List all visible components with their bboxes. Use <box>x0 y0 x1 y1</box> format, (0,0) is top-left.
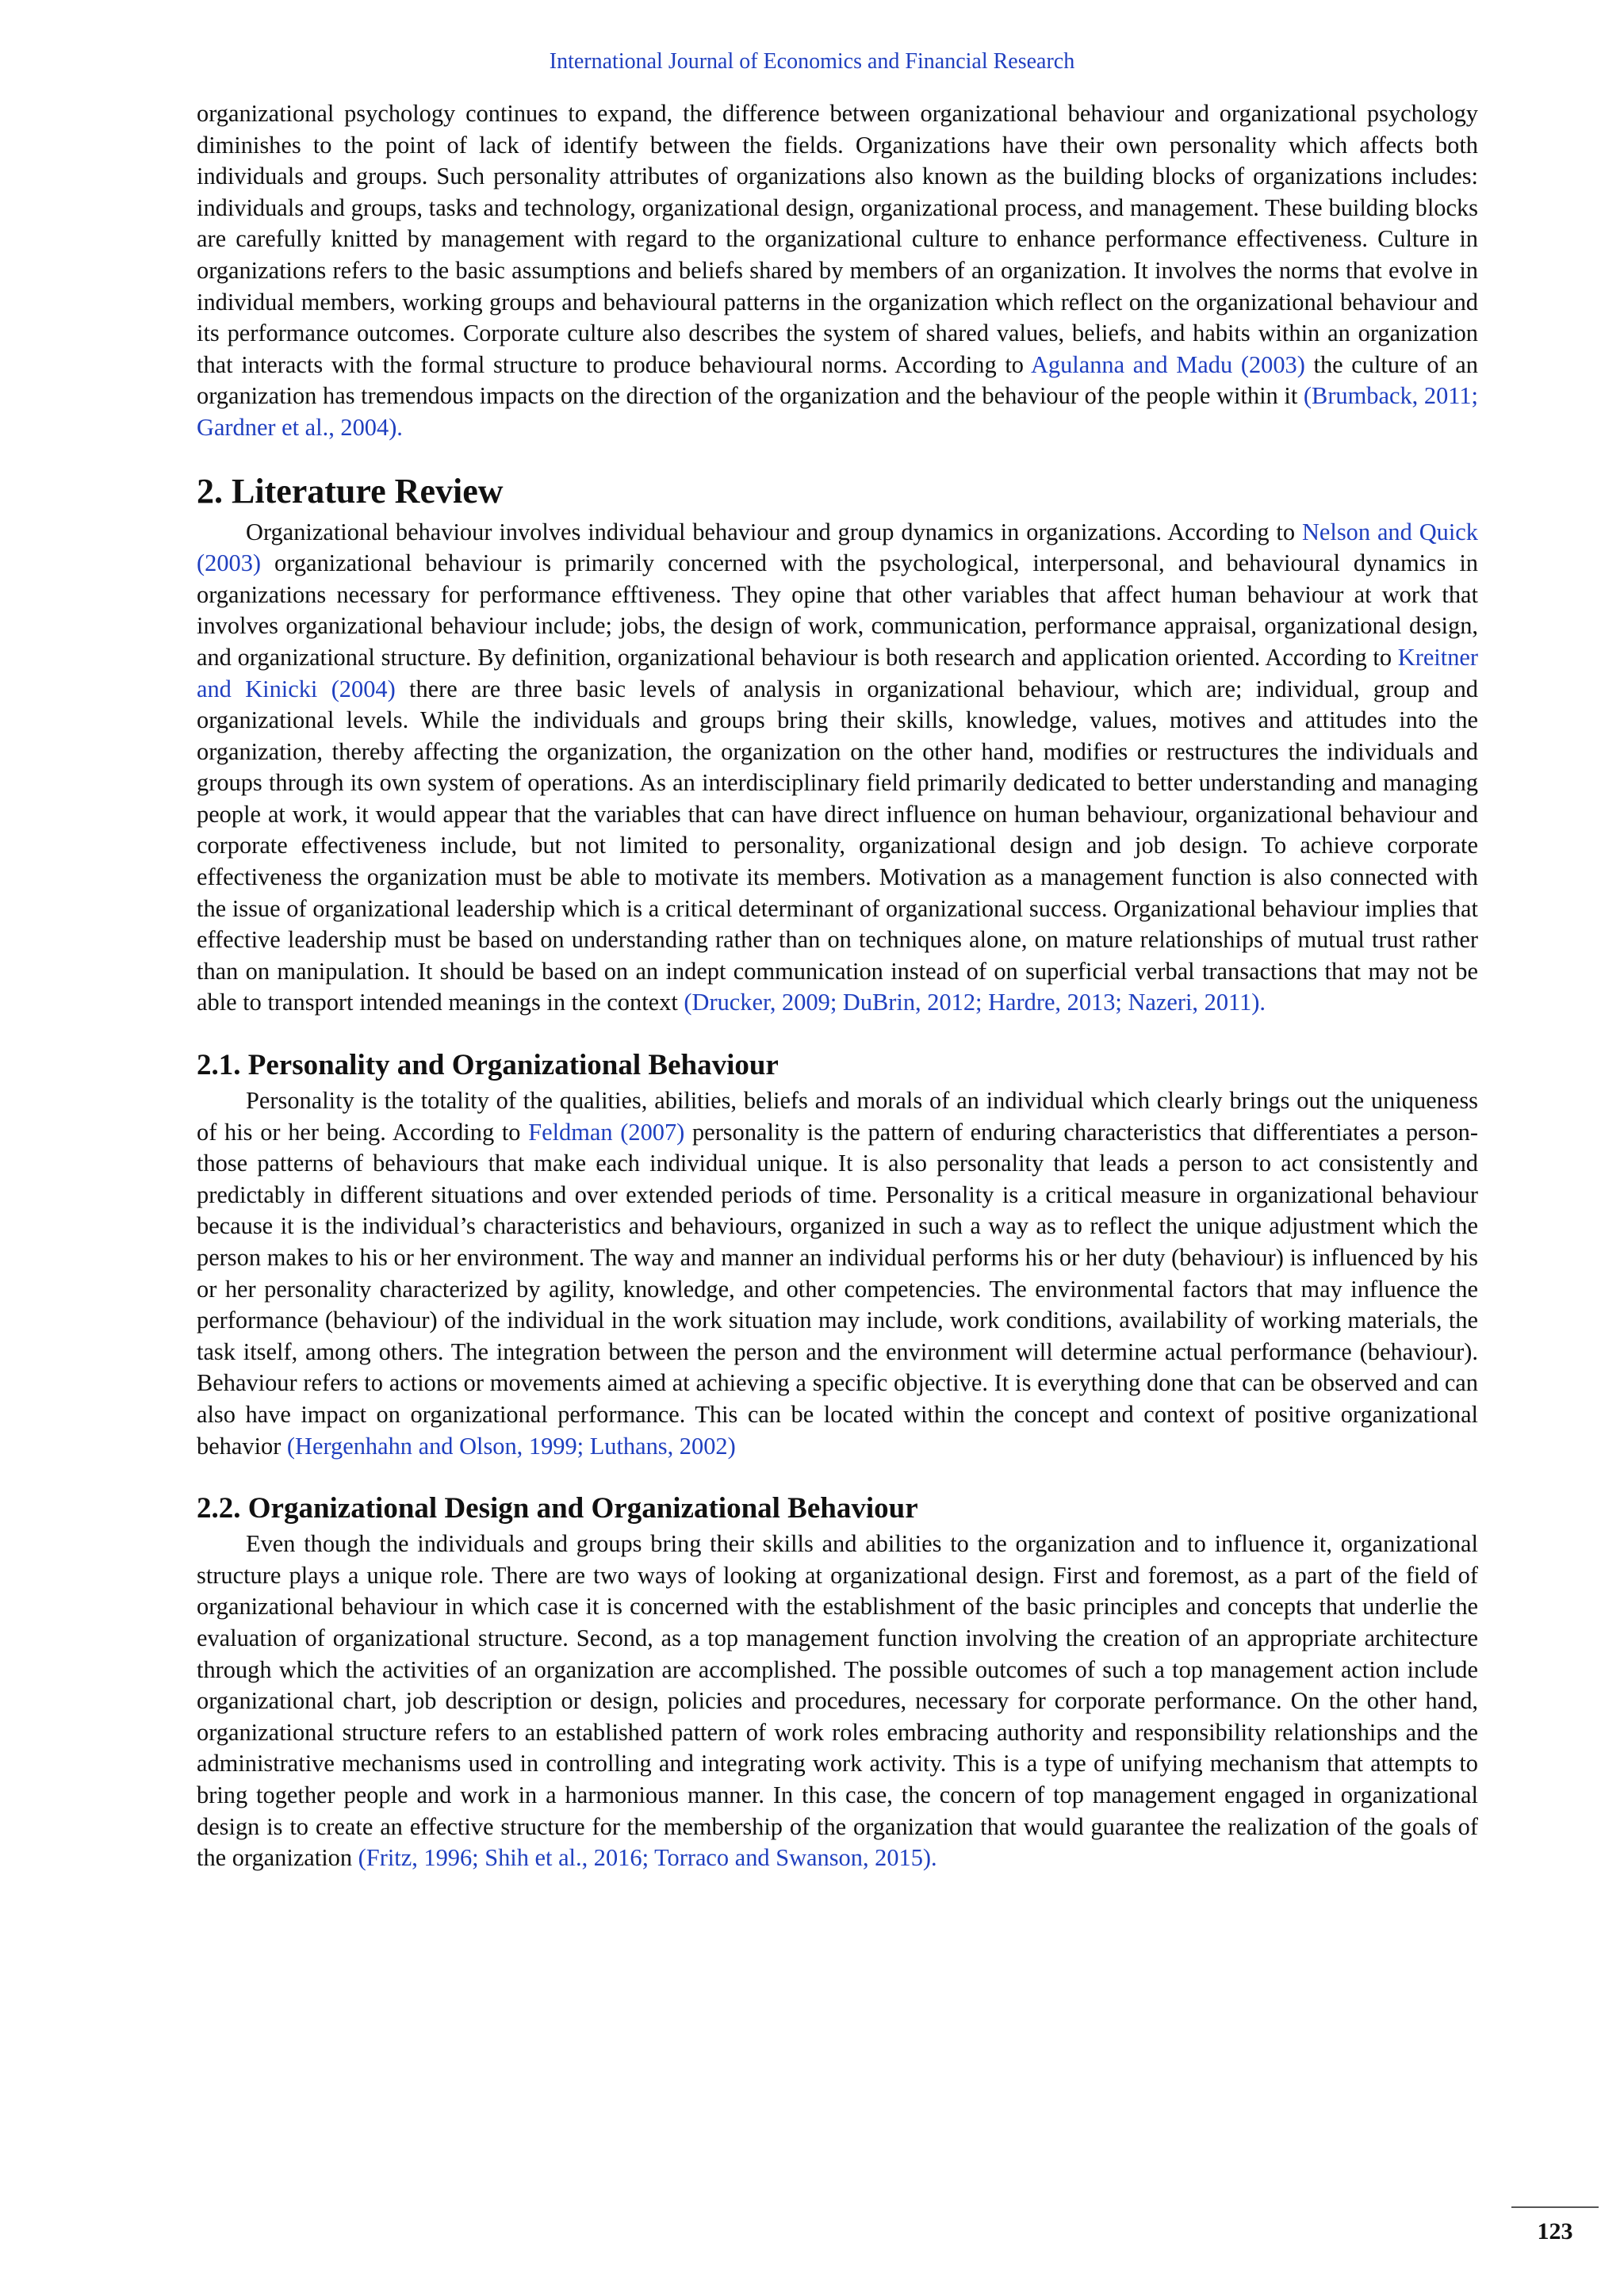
paragraph-text: personality is the pattern of enduring characteristics that differentiates a person-those patterns of behaviours that make each individual unique. It is also personality that leads a person to act consistently and predictably in different situations and over extended periods of time. Personality is a critical measure in organizational behaviour because it is the individual’s characteristics and behaviours, organized in such a way as to reflect the unique adjustment which the person makes to his or her environment. The way and manner an individual performs his or her duty (behaviour) is influenced by his or her personality characterized by agility, knowledge, and other competencies. The environmental factors that may influence the performance (behaviour) of the individual in the work situation may include, work conditions, availability of working materials, the task itself, among others. The integration between the person and the environment will determine actual performance (behaviour). Behaviour refers to actions or movements aimed at achieving a specific objective. It is everything done that can be observed and can also have impact on organizational performance. This can be located within the concept and context of positive organizational behavior <box>197 1118 1478 1460</box>
citation-link[interactable]: (Hergenhahn and Olson, 1999; Luthans, 2002) <box>286 1432 736 1460</box>
organizational-design-paragraph <box>197 1529 1478 1874</box>
citation-link[interactable]: (Drucker, 2009; DuBrin, 2012; Hardre, 2013; Nazeri, 2011). <box>684 989 1266 1016</box>
paragraph-text: Even though the individuals and groups bring their skills and abilities to the organization and to influence it, organizational structure plays a unique role. There are two ways of looking at organizational design. First and foremost, as a part of the field of organizational behaviour in which case it is concerned with the establishment of the basic principles and concepts that underlie the evaluation of organizational structure. Second, as a top management function involving the creation of an appropriate architecture through which the activities of an organization are accomplished. The possible outcomes of such a top management action include organizational chart, job description or design, policies and procedures, necessary for corporate performance. On the other hand, organizational structure refers to an established pattern of work roles embracing authority and responsibility relationships and the administrative mechanisms used in controlling and integrating work activity. This is a type of unifying mechanism that attempts to bring together people and work in a harmonious manner. In this case, the concern of top management engaged in organizational design is to create an effective structure for the membership of the organization that would guarantee the realization of the goals of the organization <box>197 1530 1478 1872</box>
citation-link[interactable]: (Fritz, 1996; Shih et al., 2016; Torraco and Swanson, 2015). <box>358 1844 937 1872</box>
article-body <box>197 98 1478 1874</box>
literature-review-paragraph <box>197 517 1478 1020</box>
paragraph-text: organizational behaviour is primarily concerned with the psychological, interpersonal, and behavioural dynamics in organizations necessary for performance efftiveness. They opine that other variables that affect human behaviour at work that involves organizational behaviour include; jobs, the design of work, communication, performance appraisal, organizational design, and organizational structure. By definition, organizational behaviour is both research and application oriented. According to <box>197 549 1478 671</box>
paragraph-text: Organizational behaviour involves individual behaviour and group dynamics in organizations. According to <box>246 518 1302 545</box>
journal-header: International Journal of Economics and Financial Research <box>549 49 1075 74</box>
page-number-rule <box>1511 2206 1599 2208</box>
paragraph-text: organizational psychology continues to expand, the difference between organizational behaviour and organizational psychology diminishes to the point of lack of identify between the fields. Organizations have their own personality which affects both individuals and groups. Such personality attributes of organizations also known as the building blocks of organizations includes: individuals and groups, tasks and technology, organizational design, organizational process, and management. These building blocks are carefully knitted by management with regard to the organizational culture to enhance performance effectiveness. Culture in organizations refers to the basic assumptions and beliefs shared by members of an organization. It involves the norms that evolve in individual members, working groups and behavioural patterns in the organization which reflect on the organizational behaviour and its performance outcomes. Corporate culture also describes the system of shared values, beliefs, and habits within an organization that interacts with the formal structure to produce behavioural norms. According to <box>197 100 1478 378</box>
citation-link[interactable]: Kreitner and Kinicki (2004) <box>197 643 1478 702</box>
paragraph-text: the culture of an organization has tremendous impacts on the direction of the organization and the behaviour of the people within it <box>197 350 1478 410</box>
intro-paragraph <box>197 98 1478 444</box>
subsection-heading-organizational-design: 2.2. Organizational Design and Organizational Behaviour <box>197 1492 918 1525</box>
paragraph-text: Personality is the totality of the qualities, abilities, beliefs and morals of an individual which clearly brings out the uniqueness of his or her being. According to <box>197 1087 1478 1146</box>
section-heading-literature-review: 2. Literature Review <box>197 471 504 511</box>
paragraph-text: there are three basic levels of analysis in organizational behaviour, which are; individual, group and organizational levels. While the individuals and groups bring their skills, knowledge, values, motives and attitudes into the organization, thereby affecting the organization, the organization on the other hand, modifies or restructures the individuals and groups through its own system of operations. As an interdisciplinary field primarily dedicated to better understanding and managing people at work, it would appear that the variables that can have direct influence on human behaviour, organizational behaviour and corporate effectiveness include, but not limited to personality, organizational design and job design. To achieve corporate effectiveness the organization must be able to motivate its members. Motivation as a management function is also connected with the issue of organizational leadership which is a critical determinant of organizational success. Organizational behaviour implies that effective leadership must be based on understanding rather than on techniques alone, on mature relationships of mutual trust rather than on manipulation. It should be based on an indept communication instead of on superficial verbal transactions that may not be able to transport intended meanings in the context <box>197 675 1478 1016</box>
citation-link[interactable]: Nelson and Quick (2003) <box>197 518 1478 577</box>
citation-link[interactable]: (Brumback, 2011; Gardner et al., 2004). <box>197 382 1478 441</box>
personality-paragraph <box>197 1085 1478 1462</box>
citation-link[interactable]: Agulanna and Madu (2003) <box>1030 350 1305 378</box>
subsection-heading-personality: 2.1. Personality and Organizational Behaviour <box>197 1049 779 1082</box>
page-number: 123 <box>1537 2218 1573 2244</box>
citation-link[interactable]: Feldman (2007) <box>528 1118 685 1146</box>
